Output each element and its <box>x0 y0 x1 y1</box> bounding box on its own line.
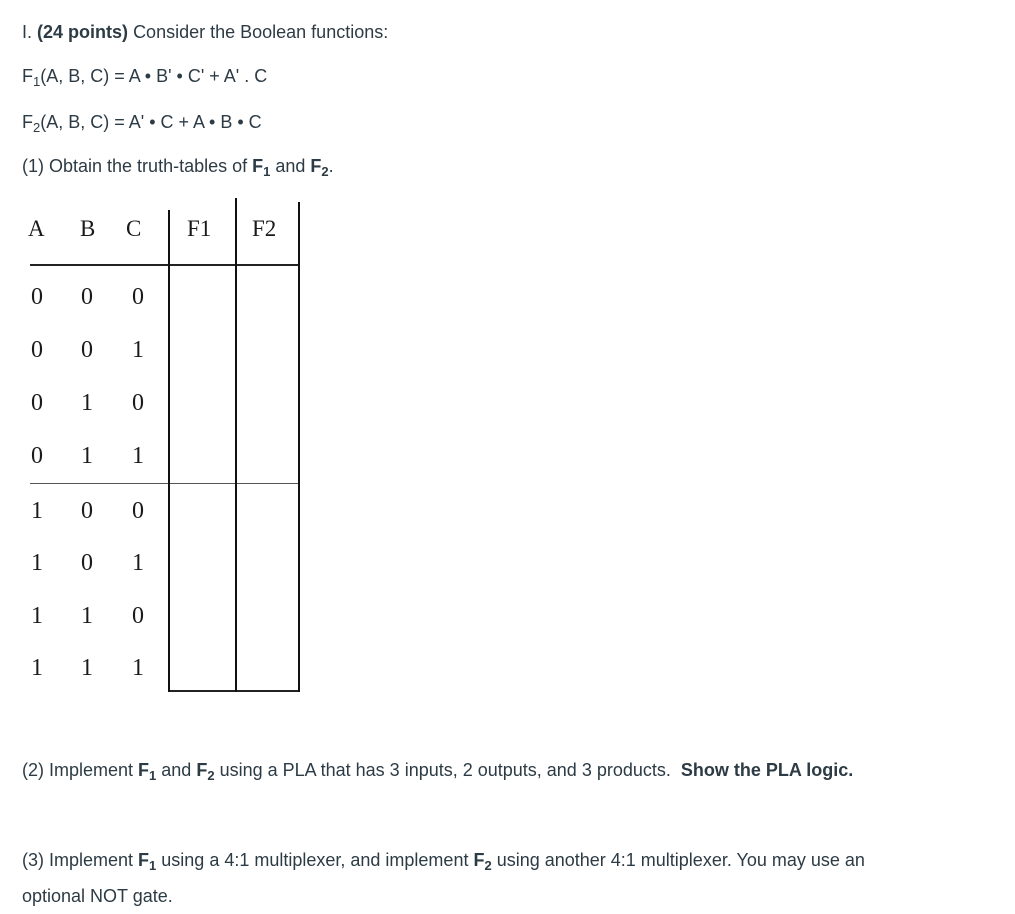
part1-sub2: 2 <box>321 164 329 179</box>
header-c: C <box>126 216 142 241</box>
part3-tail: optional NOT gate. <box>22 886 173 906</box>
part2-sub1: 1 <box>149 768 157 783</box>
function-f2 <box>22 110 262 140</box>
cell-c: 0 <box>132 390 144 416</box>
bottom-rule <box>168 690 300 692</box>
f2-name: F <box>22 112 33 132</box>
part3-sub1: 1 <box>149 858 157 873</box>
part1-f2: F <box>310 156 322 176</box>
part3-lead: (3) Implement <box>22 850 139 870</box>
cell-a: 0 <box>31 443 43 469</box>
divider-inputs <box>168 210 170 692</box>
header-f2: F2 <box>252 216 277 241</box>
part2-f2: F <box>196 760 208 780</box>
f1-name: F <box>22 66 33 86</box>
part1-f1: F <box>252 156 264 176</box>
cell-b: 0 <box>81 337 93 363</box>
cell-a: 1 <box>31 498 43 524</box>
cell-c: 1 <box>132 443 144 469</box>
cell-a: 1 <box>31 655 43 681</box>
divider-f1-f2 <box>235 198 237 692</box>
problem-heading <box>22 20 388 44</box>
cell-b: 0 <box>81 498 93 524</box>
part3-sub2: 2 <box>484 858 492 873</box>
cell-a: 0 <box>31 337 43 363</box>
part1-and: and <box>270 156 311 176</box>
cell-c: 0 <box>132 603 144 629</box>
problem-intro: Consider the Boolean functions: <box>133 22 389 42</box>
cell-b: 1 <box>81 443 93 469</box>
cell-a: 0 <box>31 390 43 416</box>
part2-sub2: 2 <box>207 768 215 783</box>
part1-end: . <box>328 156 334 176</box>
problem-number: I. <box>22 22 33 42</box>
part2-text <box>22 758 853 788</box>
problem-points: (24 points) <box>37 22 129 42</box>
cell-a: 0 <box>31 284 43 310</box>
part3-body: using a 4:1 multiplexer, and implement <box>156 850 474 870</box>
part2-lead: (2) Implement <box>22 760 139 780</box>
cell-b: 0 <box>81 284 93 310</box>
header-rule <box>30 264 300 266</box>
part3-f1: F <box>138 850 150 870</box>
cell-c: 1 <box>132 550 144 576</box>
right-border <box>298 202 300 692</box>
part1-sub1: 1 <box>263 164 271 179</box>
mid-rule <box>30 483 300 484</box>
cell-c: 1 <box>132 337 144 363</box>
part2-and: and <box>156 760 197 780</box>
part3-body2: using another 4:1 multiplexer. You may use an <box>491 850 865 870</box>
header-a: A <box>28 216 45 241</box>
cell-a: 1 <box>31 550 43 576</box>
part1-lead: (1) Obtain the truth-tables of <box>22 156 253 176</box>
part3-f2: F <box>473 850 485 870</box>
cell-b: 1 <box>81 655 93 681</box>
cell-a: 1 <box>31 603 43 629</box>
f2-expression: (A, B, C) = A' • C + A • B • C <box>40 112 262 132</box>
cell-c: 1 <box>132 655 144 681</box>
function-f1 <box>22 64 267 94</box>
cell-c: 0 <box>132 284 144 310</box>
part2-emphasis: Show the PLA logic. <box>680 760 854 780</box>
part2-body: using a PLA that has 3 inputs, 2 outputs, and 3 products. <box>214 760 671 780</box>
part1-text <box>22 154 334 184</box>
cell-b: 1 <box>81 390 93 416</box>
cell-c: 0 <box>132 498 144 524</box>
f1-expression: (A, B, C) = A • B' • C' + A' . C <box>40 66 268 86</box>
part2-f1: F <box>138 760 150 780</box>
header-b: B <box>80 216 96 241</box>
part3-text <box>22 845 982 911</box>
f2-subscript: 2 <box>33 120 41 135</box>
cell-b: 0 <box>81 550 93 576</box>
header-f1: F1 <box>187 216 212 241</box>
cell-b: 1 <box>81 603 93 629</box>
f1-subscript: 1 <box>33 74 41 89</box>
